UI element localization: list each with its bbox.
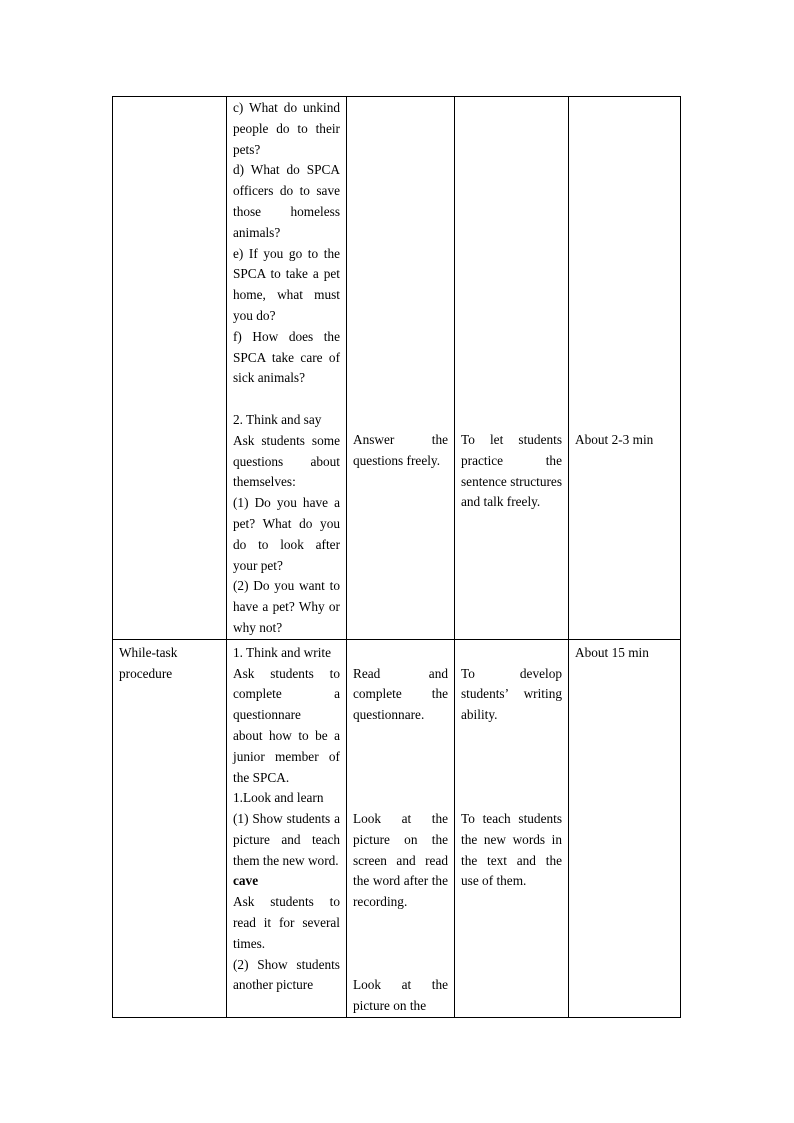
purpose-b: To teach students the new words in the text and the use of them. [461, 811, 562, 889]
time-cell [569, 639, 681, 1017]
time-cell [569, 97, 681, 640]
think-and-say-heading: 2. Think and say [233, 411, 322, 427]
spacer [461, 726, 562, 809]
spacer [353, 726, 448, 809]
stage-text: While-task procedure [119, 644, 178, 681]
student-activity-text: Answer the questions freely. [353, 432, 448, 468]
spacer [461, 98, 562, 430]
table-row [113, 639, 681, 1017]
spacer [575, 98, 674, 430]
stage-cell [113, 97, 227, 640]
look-and-learn-step2: (2) Show students another picture [233, 956, 340, 993]
purpose-text: To let students practice the sentence structures and talk freely. [461, 432, 562, 510]
lesson-plan-table-container [112, 96, 680, 1012]
student-activity-b: Look at the picture on the screen and read the word after the recording. [353, 811, 448, 910]
question-e: e) If you go to the SPCA to take a pet home, what must you do? [233, 245, 340, 323]
look-and-learn-heading: 1.Look and learn [233, 790, 324, 806]
question-c: c) What do unkind people do to their pets? [233, 100, 340, 157]
spacer [353, 913, 448, 975]
teacher-activity-cell [227, 639, 347, 1017]
time-text: About 15 min [575, 644, 649, 660]
think-and-say-instruction: Ask students some questions about themselves: [233, 432, 340, 490]
spacer [461, 643, 562, 664]
purpose-cell [455, 639, 569, 1017]
read-instruction: Ask students to read it for several times. [233, 894, 340, 951]
student-activity-a: Read and complete the questionnare. [353, 665, 448, 723]
student-activity-c: Look at the picture on the [353, 977, 448, 1014]
spacer [353, 98, 448, 430]
think-and-write-instruction-cont: about how to be a junior member of the SPCA. [233, 727, 340, 785]
think-and-write-instruction: Ask students to complete a questionnare [233, 665, 340, 723]
student-activity-cell [347, 639, 455, 1017]
look-and-learn-step1: (1) Show students a picture and teach them the new word. [233, 811, 340, 868]
time-text: About 2-3 min [575, 432, 654, 447]
table-row [113, 97, 681, 640]
question-f: f) How does the SPCA take care of sick animals? [233, 328, 340, 386]
think-and-say-q1: (1) Do you have a pet? What do you do to look after your pet? [233, 495, 340, 573]
teacher-activity-cell [227, 97, 347, 640]
spacer [353, 643, 448, 664]
new-word: cave [233, 873, 259, 889]
question-d: d) What do SPCA officers do to save those homeless animals? [233, 162, 340, 240]
think-and-say-q2: (2) Do you want to have a pet? Why or why not? [233, 578, 340, 635]
lesson-plan-table [112, 96, 681, 1018]
think-and-write-heading: 1. Think and write [233, 644, 331, 660]
spacer [233, 389, 340, 410]
stage-cell [113, 639, 227, 1017]
purpose-cell [455, 97, 569, 640]
student-activity-cell [347, 97, 455, 640]
purpose-a: To develop students’ writing ability. [461, 665, 562, 723]
